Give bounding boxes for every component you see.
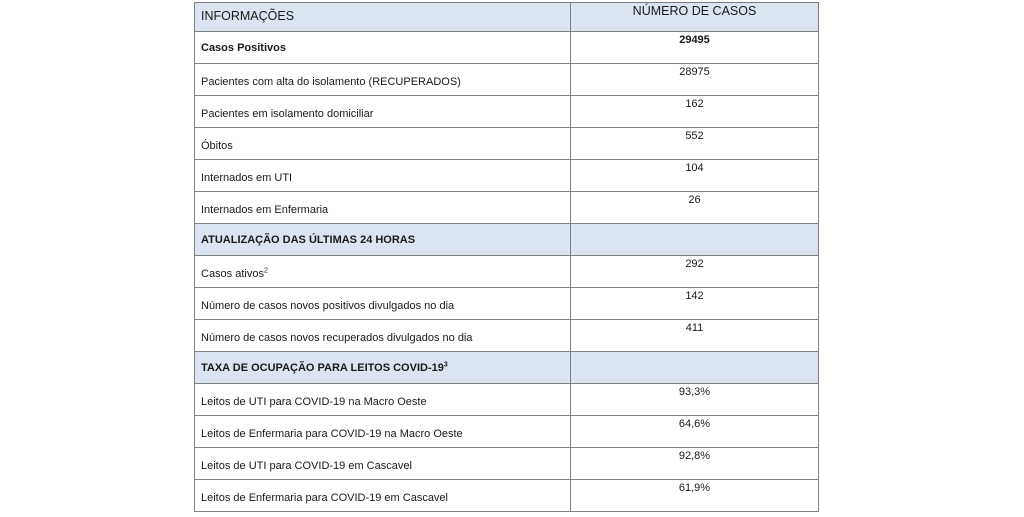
row-value: 26 bbox=[571, 192, 819, 224]
covid-info-table bbox=[194, 2, 819, 512]
table-row bbox=[195, 128, 819, 160]
row-value: 292 bbox=[571, 256, 819, 288]
table-row bbox=[195, 256, 819, 288]
row-value: 61,9% bbox=[571, 480, 819, 512]
row-value: 552 bbox=[571, 128, 819, 160]
table-row bbox=[195, 192, 819, 224]
row-label: Pacientes com alta do isolamento (RECUPERADOS) bbox=[195, 64, 571, 96]
row-label: Leitos de Enfermaria para COVID-19 na Macro Oeste bbox=[195, 416, 571, 448]
row-label: Leitos de Enfermaria para COVID-19 em Cascavel bbox=[195, 480, 571, 512]
row-value: 162 bbox=[571, 96, 819, 128]
row-label: Leitos de UTI para COVID-19 na Macro Oeste bbox=[195, 384, 571, 416]
row-label: Óbitos bbox=[195, 128, 571, 160]
footnote-marker: 3 bbox=[443, 361, 448, 369]
section-header-occupancy bbox=[195, 352, 819, 384]
table-row bbox=[195, 96, 819, 128]
row-label: Número de casos novos positivos divulgados no dia bbox=[195, 288, 571, 320]
header-cases: NÚMERO DE CASOS bbox=[571, 3, 819, 32]
table-row bbox=[195, 416, 819, 448]
row-value: 93,3% bbox=[571, 384, 819, 416]
row-label: Número de casos novos recuperados divulgados no dia bbox=[195, 320, 571, 352]
row-label: Leitos de UTI para COVID-19 em Cascavel bbox=[195, 448, 571, 480]
covid-info-table-container bbox=[194, 2, 818, 512]
section-title bbox=[195, 352, 571, 384]
table-row bbox=[195, 32, 819, 64]
table-row bbox=[195, 384, 819, 416]
row-label: Internados em Enfermaria bbox=[195, 192, 571, 224]
section-empty-cell bbox=[571, 224, 819, 256]
table-row bbox=[195, 480, 819, 512]
row-label: Pacientes em isolamento domiciliar bbox=[195, 96, 571, 128]
table-row bbox=[195, 320, 819, 352]
row-value: 411 bbox=[571, 320, 819, 352]
section-title-text: TAXA DE OCUPAÇÃO PARA LEITOS COVID-19 bbox=[201, 362, 444, 374]
section-empty-cell bbox=[571, 352, 819, 384]
header-info: INFORMAÇÕES bbox=[195, 3, 571, 32]
section-header-24h bbox=[195, 224, 819, 256]
table-row bbox=[195, 448, 819, 480]
row-value: 92,8% bbox=[571, 448, 819, 480]
row-value: 142 bbox=[571, 288, 819, 320]
row-value: 29495 bbox=[571, 32, 819, 64]
row-value: 64,6% bbox=[571, 416, 819, 448]
table-header-row bbox=[195, 3, 819, 32]
table-row bbox=[195, 64, 819, 96]
footnote-marker: 2 bbox=[263, 267, 268, 275]
row-label bbox=[195, 256, 571, 288]
section-title: ATUALIZAÇÃO DAS ÚLTIMAS 24 HORAS bbox=[195, 224, 571, 256]
row-value: 28975 bbox=[571, 64, 819, 96]
row-value: 104 bbox=[571, 160, 819, 192]
row-label-text: Casos ativos bbox=[201, 268, 264, 280]
table-row bbox=[195, 160, 819, 192]
row-label: Casos Positivos bbox=[195, 32, 571, 64]
table-row bbox=[195, 288, 819, 320]
row-label: Internados em UTI bbox=[195, 160, 571, 192]
